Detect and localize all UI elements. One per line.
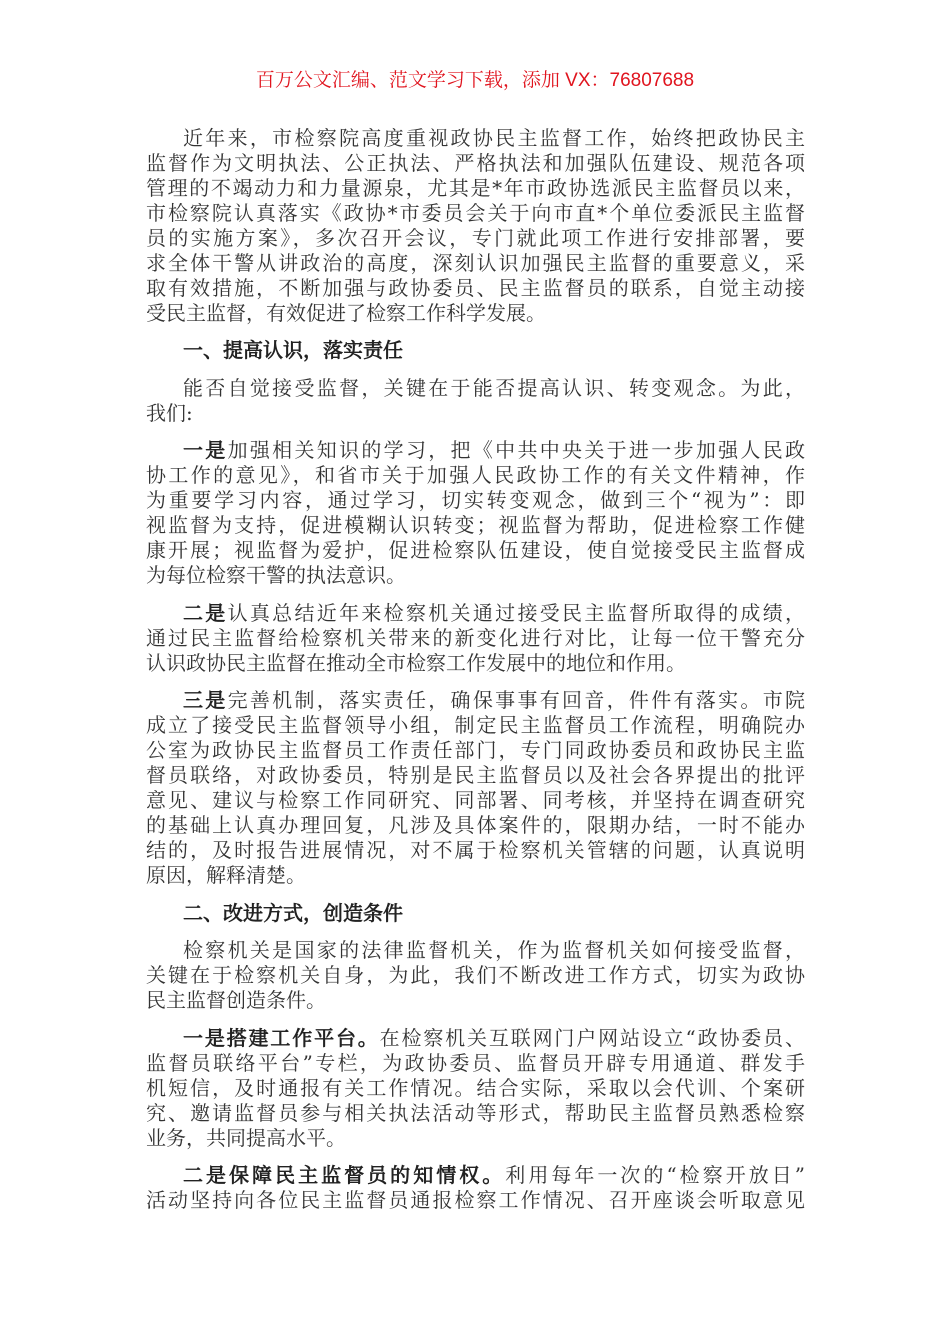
line-text: 的基础上认真办理回复，凡涉及具体案件的，限期办结，一时不能办 (146, 813, 805, 837)
line-text: 近年来，市检察院高度重视政协民主监督工作，始终把政协民主 (183, 125, 805, 150)
line-text: 公室为政协民主监督员工作责任部门，专门同政协委员和政协民主监 (146, 738, 805, 762)
paragraph-line (146, 838, 805, 863)
paragraph-line (146, 1188, 805, 1213)
paragraph-line (146, 301, 805, 326)
paragraph-line (146, 738, 805, 763)
paragraph-line (146, 488, 805, 513)
paragraph-line (146, 988, 805, 1013)
line-text: 检察机关是国家的法律监督机关，作为监督机关如何接受监督， (183, 938, 805, 962)
paragraph-line (146, 401, 805, 426)
line-text: 结的，及时报告进展情况，对不属于检察机关管辖的问题，认真说明 (146, 838, 805, 862)
line-text: 完善机制，落实责任，确保事事有回音，件件有落实。市院 (227, 688, 806, 712)
paragraph-line (146, 963, 805, 988)
paragraph-line (146, 1163, 805, 1188)
paragraph-line (146, 513, 805, 538)
line-text: 原因，解释清楚。 (146, 863, 306, 887)
paragraph-line (146, 376, 805, 401)
paragraph-line (146, 713, 805, 738)
paragraph-line (146, 126, 805, 151)
paragraph-line (146, 763, 805, 788)
line-text: 康开展；视监督为爱护，促进检察队伍建设，使自觉接受民主监督成 (146, 538, 805, 562)
line-text: 在检察机关互联网门户网站设立“政协委员、 (379, 1025, 805, 1050)
line-text: 机短信，及时通报有关工作情况。结合实际，采取以会代训、个案研 (146, 1075, 805, 1100)
paragraph-line (146, 813, 805, 838)
line-text: 求全体干警从讲政治的高度，深刻认识加强民主监督的重要意义，采 (146, 250, 805, 275)
paragraph-line (146, 463, 805, 488)
line-text: 督员联络，对政协委员，特别是民主监督员以及社会各界提出的批评 (146, 763, 805, 787)
paragraph-line (146, 1076, 805, 1101)
line-text: 二、改进方式，创造条件 (183, 900, 403, 925)
line-text: 加强相关知识的学习，把《中共中央关于进一步加强人民政 (227, 438, 806, 462)
line-text: 为每位检察干警的执法意识。 (146, 563, 406, 587)
bold-lead: 一是搭建工作平台。 (183, 1025, 380, 1050)
line-text: 通过民主监督给检察机关带来的新变化进行对比，让每一位干警充分 (146, 625, 805, 650)
bold-lead: 二是 (183, 600, 228, 625)
paragraph-line (146, 1026, 805, 1051)
line-text: 能否自觉接受监督，关键在于能否提高认识、转变观念。为此， (183, 375, 805, 400)
bold-lead: 一是 (183, 438, 228, 462)
paragraph-line (146, 1101, 805, 1126)
line-text: 受民主监督，有效促进了检察工作科学发展。 (146, 300, 546, 325)
paragraph-line (146, 151, 805, 176)
line-text: 协工作的意见》，和省市关于加强人民政协工作的有关文件精神，作 (146, 463, 805, 487)
paragraph-line (146, 1126, 805, 1151)
line-text: 视监督为支持，促进模糊认识转变；视监督为帮助，促进检察工作健 (146, 513, 805, 537)
line-text: 利用每年一次的“检察开放日” (505, 1163, 806, 1187)
paragraph-line (146, 251, 805, 276)
line-text: 我们: (146, 400, 193, 425)
line-text: 一、提高认识，落实责任 (183, 338, 403, 362)
line-text: 认识政协民主监督在推动全市检察工作发展中的地位和作用。 (146, 650, 686, 675)
line-text: 监督员联络平台”专栏，为政协委员、监督员开辟专用通道、群发手 (146, 1050, 805, 1075)
line-text: 认真总结近年来检察机关通过接受民主监督所取得的成绩， (227, 600, 806, 625)
paragraph-line (146, 201, 805, 226)
line-text: 员的实施方案》，多次召开会议，专门就此项工作进行安排部署，要 (146, 225, 805, 250)
line-text: 民主监督创造条件。 (146, 988, 326, 1012)
line-text: 管理的不竭动力和力量源泉，尤其是*年市政协选派民主监督员以来， (146, 175, 805, 200)
paragraph-line (146, 538, 805, 563)
line-text: 监督作为文明执法、公正执法、严格执法和加强队伍建设、规范各项 (146, 150, 805, 175)
paragraph-line (146, 626, 805, 651)
paragraph-line (146, 863, 805, 888)
bold-lead: 三是 (183, 688, 228, 712)
paragraph-line (146, 601, 805, 626)
line-text: 意见、建议与检察工作同研究、同部署、同考核，并坚持在调查研究 (146, 788, 805, 812)
paragraph-line (146, 563, 805, 588)
line-text: 为重要学习内容，通过学习，切实转变观念，做到三个“视为”：即 (146, 488, 805, 512)
line-text: 究、邀请监督员参与相关执法活动等形式，帮助民主监督员熟悉检察 (146, 1100, 805, 1125)
paragraph-line (146, 688, 805, 713)
section-heading (146, 901, 805, 926)
promo-banner: 百万公文汇编、范文学习下载，添加 VX：76807688 (255, 70, 695, 91)
line-text: 成立了接受民主监督领导小组，制定民主监督员工作流程，明确院办 (146, 713, 805, 737)
section-heading (146, 338, 805, 363)
bold-lead: 二是保障民主监督员的知情权。 (183, 1163, 506, 1187)
paragraph-line (146, 651, 805, 676)
paragraph-line (146, 276, 805, 301)
line-text: 市检察院认真落实《政协*市委员会关于向市直*个单位委派民主监督 (146, 200, 805, 225)
paragraph-line (146, 938, 805, 963)
paragraph-line (146, 1051, 805, 1076)
line-text: 取有效措施，不断加强与政协委员、民主监督员的联系，自觉主动接 (146, 275, 805, 300)
paragraph-line (146, 176, 805, 201)
paragraph-line (146, 788, 805, 813)
line-text: 关键在于检察机关自身，为此，我们不断改进工作方式，切实为政协 (146, 963, 805, 987)
line-text: 活动坚持向各位民主监督员通报检察工作情况、召开座谈会听取意见 (146, 1188, 805, 1212)
line-text: 业务，共同提高水平。 (146, 1125, 346, 1150)
paragraph-line (146, 438, 805, 463)
paragraph-line (146, 226, 805, 251)
